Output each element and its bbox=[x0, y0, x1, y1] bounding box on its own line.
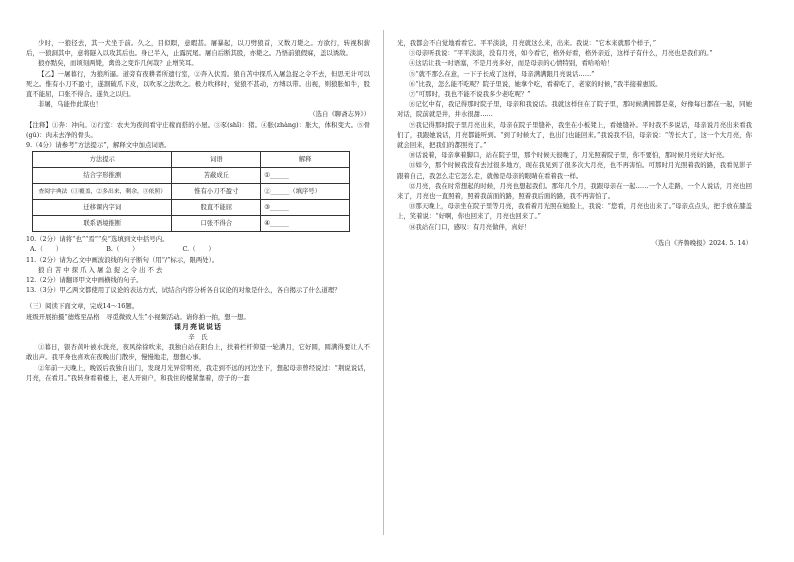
table-row bbox=[33, 216, 350, 232]
essay-paragraph: ⑬那天晚上，母亲坐在院子里等月亮，我看着月光照在她脸上，我说：“您看，月亮也出来了。”母亲点点头，把手放在膝盖上，笑着说：“好啊，你也回来了，月亮也回来了。” bbox=[397, 202, 752, 221]
table-cell-word: 惟有小刀不盈寸 bbox=[172, 184, 261, 200]
annotation-note: 【注释】①奔：冲向。②行室：农夫为夜间看守庄稼而搭的小屋。③豕(shǐ)：猪。④胀(zhàng)：胀大，体积变大。⑤骨(gǔ)：肉未去净的骨头。 bbox=[26, 120, 370, 139]
essay-paragraph: ⑥“比我，怎么能不吃呢？院子里说，她拿个吃，看着吃了，老家的时候，”我半接着惠饭。 bbox=[409, 79, 662, 88]
table-cell-method: 迁移课内字词 bbox=[33, 200, 172, 216]
column-divider bbox=[383, 30, 384, 535]
table-cell-answer[interactable]: ①______ bbox=[261, 168, 350, 184]
passage-b-paragraph: 非屠，乌能作此谋也！ bbox=[38, 100, 102, 109]
question-11-sentence: 狼 自 苫 中 探 爪 入 屠 急 捉 之 令 出 不 去 bbox=[38, 265, 163, 274]
table-cell-method: 查阅字典法（①覆盖，②多出来，剩余，③依照） bbox=[33, 184, 172, 200]
essay-paragraph: ⑫月亮，我在时常想起的时候，月亮也想起我们。那年几个月，我跟母亲在一起……一个人走路，一个人说话，月亮也回来了，月亮也一直照着，照着我前面的路，照着我后面的路，我不再害怕了。 bbox=[397, 181, 752, 201]
table-header: 解释 bbox=[261, 152, 350, 168]
essay-paragraph: ⑦“可那时，我也不能不说我多少老吃呢？” bbox=[409, 90, 531, 99]
table-cell-word: 口张不得合 bbox=[172, 216, 261, 232]
table-row bbox=[33, 200, 350, 216]
essay-author: 辛 氏 bbox=[188, 333, 208, 342]
table-header: 词语 bbox=[172, 152, 261, 168]
question-10-options bbox=[30, 244, 370, 254]
passage-a-paragraph: 少时，一狼径去，其一犬坐于前。久之，目似瞑，意暇甚。屠暴起，以刀劈狼首，又数刀毙之。方欲行，转视积薪后，一狼洞其中，意将隧入以攻其后也。身已半入，止露尻尾。屠自后断其股，亦毙之。乃悟前狼假寐，盖以诱敌。 bbox=[26, 39, 370, 58]
essay-paragraph: ⑤“就不那么在意，一下子长成了这样，母亲满满跟月亮说话……” bbox=[409, 69, 595, 78]
passage-b-paragraph: 【乙】一屠暮行，为狼所逼。道旁有夜耕者所遗行室，②奔入伏焉。狼自苫中探爪入屠急捉之令不去，但思无计可以死之。惟有小刀不盈寸，遂割破爪下皮，以吹豕之法吹之。极力吹移时，觉狼不甚动，方缚以带。出视，则狼胀如牛，股直不能屈，口张不得合。遂负之以归。 bbox=[26, 69, 370, 99]
table-row bbox=[33, 184, 350, 200]
table-cell-method: 联系语境推断 bbox=[33, 216, 172, 232]
essay-title: 课月亮说说话 bbox=[174, 321, 222, 331]
essay-paragraph: ⑭我站在门口，感叹：有月亮做伴，真好！ bbox=[409, 222, 531, 231]
left-column bbox=[26, 38, 370, 383]
essay-source: （选自《齐鲁晚报》2024. 5. 14） bbox=[651, 238, 752, 247]
table-row bbox=[33, 168, 350, 184]
option-c[interactable]: C.（ ） bbox=[182, 245, 215, 254]
question-11: 11.（2分）请为乙文中画波浪线的句子断句（用“/”标示，限两处）。 bbox=[26, 255, 219, 264]
method-table bbox=[32, 151, 350, 232]
option-a[interactable]: A.（ ） bbox=[30, 245, 63, 254]
table-cell-answer[interactable]: ④______ bbox=[261, 216, 350, 232]
passage-source: （选自《聊斋志异》） bbox=[309, 110, 370, 119]
question-13: 13.（3分）甲乙两文都使用了议论的表达方式，试结合内容分析各自议论的对象是什么，各自揭示了什么道理？ bbox=[26, 286, 341, 295]
essay-paragraph: ⑪如今，那个时候我没有去过很多地方，现在我见到了很多次大月亮，也不再害怕。可那时月光照着我的路，我看见影子跟着自己，我怎么走它怎么走，就像是母亲的眼睛在看着我一样。 bbox=[397, 161, 752, 180]
section-heading: （三）阅读下面文章，完成14～16题。 bbox=[26, 302, 139, 311]
essay-paragraph: ③母亲听我说：“平平淡淡，没有月亮，如今看它，格外好看，格外亲近，这样子有什么，月亮也是我们的。” bbox=[409, 49, 713, 58]
question-9: 9.（4分）请参考“方法提示”，解释文中加点词语。 bbox=[26, 141, 171, 150]
question-12: 12.（2分）请翻译甲文中画横线的句子。 bbox=[26, 276, 143, 285]
essay-paragraph: ①暮日，银杏黄叶被水洗亮，夜风徐徐吹来，我独自站在阳台上，扶着栏杆仰望一轮满月，它好圆，圆满得要让人不敢出声。我平身也喜欢在夜晚出门散步，慢慢地走，想想心事。 bbox=[26, 343, 370, 362]
table-cell-method: 结合字形推测 bbox=[33, 168, 172, 184]
essay-paragraph: ⑧记忆中有，我记得那时院子里，母亲和我说话。我就这样住在了院子里，那时候满园都是菜，好像每日都在一起，同她对话，院前就是井，井水很甜…… bbox=[397, 100, 752, 119]
table-cell-word: 苫蔽成丘 bbox=[172, 168, 261, 184]
table-header-row bbox=[33, 152, 350, 168]
table-cell-answer[interactable]: ③______ bbox=[261, 200, 350, 216]
essay-paragraph: ②年前一天晚上，晚饭后我独自出门，发现月光异常明亮，我走到不远的河边坐下，想起母亲曾经说过：“荆说说话，月亮，在看月。”我转身看着楼上，老人开窗户，和我住的楼紧靠着，房子的一套 bbox=[26, 363, 370, 382]
table-cell-answer[interactable]: ②______（填序号） bbox=[261, 184, 350, 200]
right-column bbox=[397, 38, 752, 248]
essay-paragraph: ④这话让我一时语塞，不是月亮多好，而是母亲的心情特别，看哈哈哈！ bbox=[409, 59, 614, 68]
table-header: 方法提示 bbox=[33, 152, 172, 168]
passage-a-paragraph: 狼亦黠矣，而顷刻两毙，禽兽之变诈几何哉？止增笑耳。 bbox=[38, 59, 198, 68]
table-cell-word: 股直不能屈 bbox=[172, 200, 261, 216]
essay-paragraph: 光，我都会不自觉地看看它。平平淡淡，月亮就这么来，出来。我说：“它本来就那个样子，” bbox=[397, 39, 656, 47]
essay-paragraph: ⑩话说着，母亲拿着脚口，站在院子里，那个时候天很晚了，月光照着院子里，你不要怕，那时候月亮好大好亮。 bbox=[409, 151, 729, 160]
essay-paragraph: ⑨我记得那时院子里月亮出来，母亲在院子里缝补，我坐在小板凳上，看她缝补。平时我不多说话，母亲说月亮出来看我们了，我跟她说话，月亮都能听到。“到了时候大了，也出门也能回来。”我说我不信，母亲说：“等长大了，这一个大月亮，你就会回来，把我们的都照亮了。” bbox=[397, 120, 752, 150]
option-b[interactable]: B.（ ） bbox=[106, 245, 139, 254]
activity-intro: 班级开展拍摄“德炼至品格 寻觅微致人生”小视频活动。请你拍一拍，想一想。 bbox=[26, 312, 250, 321]
question-10: 10.（2分）请将“也”“焉”“矣”选填到文中括号内。 bbox=[26, 235, 169, 244]
